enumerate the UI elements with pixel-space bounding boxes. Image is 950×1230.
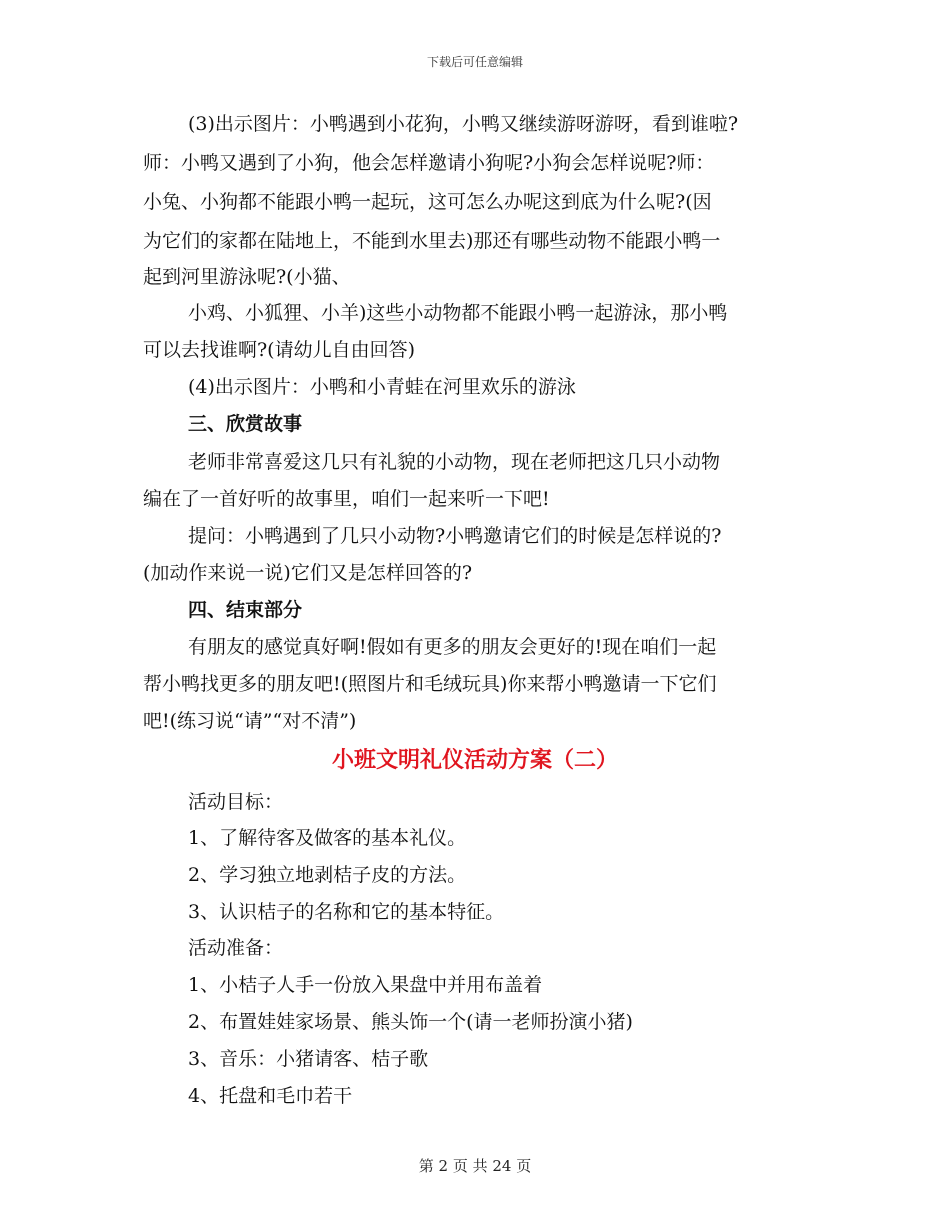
paragraph-line: 为它们的家都在陆地上，不能到水里去)那还有哪些动物不能跟小鸭一 [143, 230, 721, 252]
list-item: 4、托盘和毛巾若干 [188, 1085, 353, 1107]
section-title: 小班文明礼仪活动方案（二） [331, 747, 618, 773]
paragraph-line: (4)出示图片：小鸭和小青蛙在河里欢乐的游泳 [188, 376, 576, 398]
paragraph-line: 小鸡、小狐狸、小羊)这些小动物都不能跟小鸭一起游泳，那小鸭 [188, 302, 728, 324]
list-heading: 活动准备： [188, 937, 284, 959]
paragraph-line: 小兔、小狗都不能跟小鸭一起玩，这可怎么办呢这到底为什么呢?(因 [143, 191, 712, 213]
list-item: 2、学习独立地剥桔子皮的方法。 [188, 864, 467, 886]
paragraph-line: 帮小鸭找更多的朋友吧!(照图片和毛绒玩具)你来帮小鸭邀请一下它们 [143, 673, 717, 695]
paragraph-line: (3)出示图片：小鸭遇到小花狗，小鸭又继续游呀游呀，看到谁啦? [188, 113, 739, 135]
paragraph-line: 提问：小鸭遇到了几只小动物?小鸭邀请它们的时候是怎样说的? [188, 525, 722, 547]
paragraph-line: 编在了一首好听的故事里，咱们一起来听一下吧! [143, 488, 550, 510]
list-heading: 活动目标： [188, 791, 284, 813]
page-header: 下载后可任意编辑 [426, 55, 523, 69]
list-item: 1、小桔子人手一份放入果盘中并用布盖着 [188, 974, 543, 996]
section-heading: 四、结束部分 [188, 599, 303, 621]
page-footer: 第 2 页 共 24 页 [418, 1157, 532, 1175]
paragraph-line: 吧!(练习说“请”“对不清”) [143, 710, 357, 732]
list-item: 2、布置娃娃家场景、熊头饰一个(请一老师扮演小猪) [188, 1011, 633, 1033]
paragraph-line: 师：小鸭又遇到了小狗，他会怎样邀请小狗呢?小狗会怎样说呢?师： [143, 152, 715, 174]
paragraph-line: 有朋友的感觉真好啊!假如有更多的朋友会更好的!现在咱们一起 [188, 636, 717, 658]
list-item: 3、音乐：小猪请客、桔子歌 [188, 1048, 429, 1070]
paragraph-line: (加动作来说一说)它们又是怎样回答的? [143, 562, 473, 584]
list-item: 1、了解待客及做客的基本礼仪。 [188, 827, 467, 849]
paragraph-line: 老师非常喜爱这几只有礼貌的小动物，现在老师把这几只小动物 [188, 451, 721, 473]
section-heading: 三、欣赏故事 [188, 413, 303, 435]
paragraph-line: 可以去找谁啊?(请幼儿自由回答) [143, 339, 416, 361]
list-item: 3、认识桔子的名称和它的基本特征。 [188, 901, 505, 923]
paragraph-line: 起到河里游泳呢?(小猫、 [143, 266, 351, 288]
